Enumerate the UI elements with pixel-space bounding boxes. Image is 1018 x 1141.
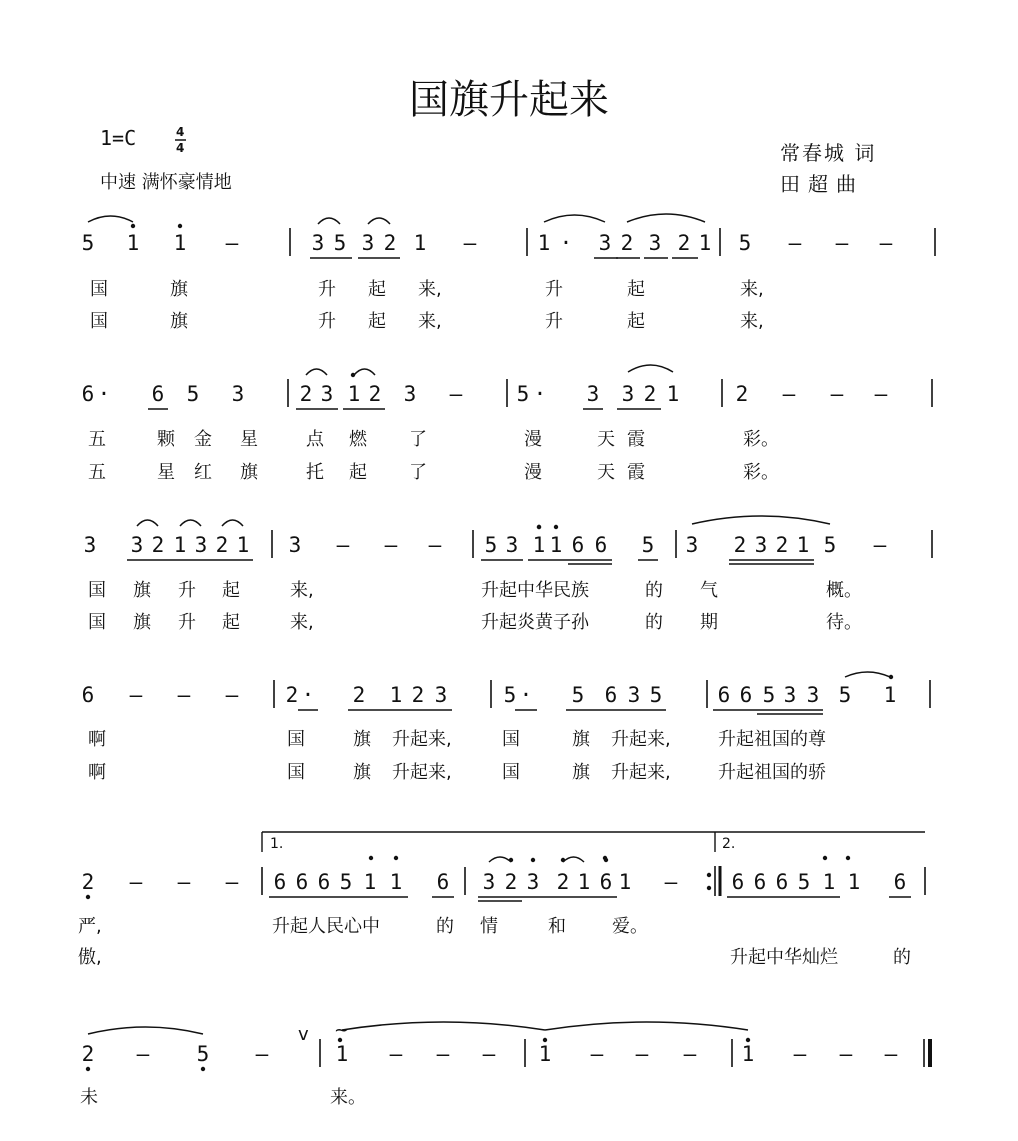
- note-1: 1: [698, 231, 712, 255]
- dash-note: –: [255, 1042, 269, 1066]
- note-6: 6: [151, 382, 165, 406]
- lyric-verse-2: 来,: [740, 311, 764, 332]
- composer-credit: 田超曲: [780, 172, 864, 196]
- note-1: 1: [347, 382, 361, 406]
- lyric-verse-1: 国: [502, 729, 520, 750]
- lyric-verse-2: 来,: [290, 612, 314, 633]
- note-1: 1: [173, 533, 187, 557]
- score-lines: [83, 214, 935, 1071]
- key-text: 1=C: [100, 126, 137, 150]
- note-1: 1: [741, 1042, 755, 1066]
- note-3: 3: [648, 231, 662, 255]
- note-3: 3: [598, 231, 612, 255]
- note-5: 5: [762, 683, 776, 707]
- dash-note: –: [384, 533, 398, 557]
- lyric-verse-1: 来,: [418, 279, 442, 300]
- note-2: 2: [285, 683, 299, 707]
- lyric-verse-1: 啊: [88, 729, 106, 750]
- note-5: 5: [503, 683, 517, 707]
- time-signature-top: 4: [176, 125, 185, 139]
- repeat-dot: [707, 873, 711, 877]
- note-1: 1: [236, 533, 250, 557]
- lyric-verse-2: 国: [88, 612, 106, 633]
- lyric-verse-2: 旗: [240, 462, 258, 483]
- lyric-verse-1: 的: [436, 916, 454, 937]
- note-3: 3: [288, 533, 302, 557]
- note-1: 1: [126, 231, 140, 255]
- dash-note: –: [683, 1042, 697, 1066]
- lyric-verse-1: 来,: [740, 279, 764, 300]
- note-6: 6: [893, 870, 907, 894]
- note-6: 6: [571, 533, 585, 557]
- lyric-verse-1: 星: [240, 429, 258, 450]
- lyric-verse-2: 的: [893, 947, 911, 968]
- note-6: 6: [81, 382, 95, 406]
- lyric-verse-2: 漫: [524, 462, 542, 483]
- octave-dot-high: [823, 856, 827, 860]
- note-3: 3: [231, 382, 245, 406]
- dash-note: –: [884, 1042, 898, 1066]
- octave-dot-low: [86, 895, 90, 899]
- note-6: 6: [753, 870, 767, 894]
- note-1: 1: [173, 231, 187, 255]
- note-1: 1: [532, 533, 546, 557]
- dash-note: –: [129, 870, 143, 894]
- time-signature-bottom: 4: [176, 141, 185, 155]
- note-6: 6: [739, 683, 753, 707]
- dash-note: –: [436, 1042, 450, 1066]
- song-title: 国旗升起来: [409, 77, 609, 123]
- lyricist-credit: 常春城 词: [780, 141, 877, 165]
- lyric-verse-1: 点: [306, 429, 324, 450]
- note-2: 2: [620, 231, 634, 255]
- note-5: 5: [641, 533, 655, 557]
- note-3: 3: [130, 533, 144, 557]
- dash-note: –: [449, 382, 463, 406]
- note-5: 5: [333, 231, 347, 255]
- lyric-verse-2: 旗: [170, 311, 188, 332]
- lyric-verse-1: 起: [368, 279, 386, 300]
- note-5: 5: [823, 533, 837, 557]
- lyric-verse-2: 升起来,: [392, 762, 452, 783]
- lyric-verse-1: 起: [222, 580, 240, 601]
- lyric-verse-1: 升起人民心中: [272, 916, 380, 937]
- lyric-verse-1: 旗: [170, 279, 188, 300]
- dash-note: –: [879, 231, 893, 255]
- lyric-verse-2: 彩。: [743, 462, 779, 483]
- octave-dot-high: [131, 224, 135, 228]
- lyric-verse-1: 来。: [330, 1087, 366, 1108]
- note-5: 5: [484, 533, 498, 557]
- note-1: 1: [883, 683, 897, 707]
- note-1: 1: [335, 1042, 349, 1066]
- note-2: 2: [556, 870, 570, 894]
- lyric-verse-2: 升起祖国的骄: [718, 762, 826, 783]
- lyric-verse-2: 升: [318, 311, 336, 332]
- lyric-verse-1: 漫: [524, 429, 542, 450]
- lyric-verse-1: 情: [480, 916, 498, 937]
- note-1: 1: [389, 870, 403, 894]
- note-6: 6: [731, 870, 745, 894]
- slur: [306, 369, 327, 375]
- lyric-verse-1: 旗: [353, 729, 371, 750]
- note-3: 3: [320, 382, 334, 406]
- note-1: 1: [618, 870, 632, 894]
- lyric-verse-1: 国: [287, 729, 305, 750]
- lyric-verse-1: 金: [194, 429, 212, 450]
- lyric-verse-1: 概。: [826, 580, 862, 601]
- lyric-verse-1: 未: [80, 1087, 98, 1108]
- slur: [222, 520, 243, 526]
- lyric-verse-2: 起: [349, 462, 367, 483]
- augmentation-dot: ·: [533, 382, 547, 406]
- dash-note: –: [177, 683, 191, 707]
- augmentation-dot: ·: [519, 683, 533, 707]
- note-3: 3: [685, 533, 699, 557]
- dash-note: –: [835, 231, 849, 255]
- notes-layer: [82, 231, 907, 1066]
- note-2: 2: [733, 533, 747, 557]
- note-5: 5: [838, 683, 852, 707]
- lyric-verse-2: 升起中华灿烂: [730, 947, 838, 968]
- lyric-verse-1: 升起中华民族: [481, 580, 589, 601]
- dash-note: –: [788, 231, 802, 255]
- note-2: 2: [411, 683, 425, 707]
- octave-dot-high: [178, 224, 182, 228]
- note-3: 3: [505, 533, 519, 557]
- note-5: 5: [186, 382, 200, 406]
- dash-note: –: [793, 1042, 807, 1066]
- lyric-verse-2: 国: [502, 762, 520, 783]
- dash-note: –: [225, 870, 239, 894]
- slur: [489, 857, 511, 862]
- note-3: 3: [754, 533, 768, 557]
- note-3: 3: [434, 683, 448, 707]
- lyric-verse-2: 国: [287, 762, 305, 783]
- note-6: 6: [273, 870, 287, 894]
- tie: [342, 1022, 545, 1030]
- note-3: 3: [361, 231, 375, 255]
- tie: [88, 1027, 203, 1034]
- volta-2-label: 2.: [722, 836, 736, 852]
- note-1: 1: [413, 231, 427, 255]
- note-3: 3: [621, 382, 635, 406]
- note-2: 2: [775, 533, 789, 557]
- dash-note: –: [482, 1042, 496, 1066]
- lyric-verse-2: 五: [88, 462, 106, 483]
- lyric-verse-2: 升起炎黄子孙: [481, 612, 589, 633]
- note-6: 6: [604, 683, 618, 707]
- lyric-verse-2: 啊: [88, 762, 106, 783]
- note-5: 5: [738, 231, 752, 255]
- lyric-verse-1: 国: [90, 279, 108, 300]
- dash-note: –: [136, 1042, 150, 1066]
- lyric-verse-2: 来,: [418, 311, 442, 332]
- lyric-verse-2: 起: [222, 612, 240, 633]
- slur: [368, 218, 390, 224]
- note-6: 6: [775, 870, 789, 894]
- dash-note: –: [830, 382, 844, 406]
- note-3: 3: [403, 382, 417, 406]
- dash-note: –: [590, 1042, 604, 1066]
- lyric-verse-1: 来,: [290, 580, 314, 601]
- lyric-verse-1: 燃: [349, 429, 367, 450]
- lyric-verse-1: 旗: [133, 580, 151, 601]
- repeat-dot: [707, 886, 711, 890]
- lyric-verse-2: 起: [368, 311, 386, 332]
- note-6: 6: [295, 870, 309, 894]
- augmentation-dot: ·: [559, 231, 573, 255]
- note-2: 2: [677, 231, 691, 255]
- note-6: 6: [81, 683, 95, 707]
- dash-note: –: [782, 382, 796, 406]
- note-1: 1: [796, 533, 810, 557]
- lyric-verse-1: 了: [409, 429, 427, 450]
- slur: [627, 214, 705, 222]
- octave-dot-low: [201, 1067, 205, 1071]
- slur: [318, 218, 340, 224]
- note-5: 5: [649, 683, 663, 707]
- note-1: 1: [363, 870, 377, 894]
- note-5: 5: [516, 382, 530, 406]
- volta-1-label: 1.: [270, 836, 284, 852]
- lyric-verse-1: 升起来,: [611, 729, 671, 750]
- note-2: 2: [368, 382, 382, 406]
- note-3: 3: [783, 683, 797, 707]
- note-5: 5: [797, 870, 811, 894]
- lyric-verse-1: 严,: [78, 916, 102, 937]
- lyric-verse-2: 旗: [133, 612, 151, 633]
- breath-mark: v: [298, 1024, 309, 1045]
- note-5: 5: [339, 870, 353, 894]
- lyric-verse-1: 气: [700, 580, 718, 601]
- lyric-verse-1: 的: [645, 580, 663, 601]
- note-1: 1: [389, 683, 403, 707]
- note-2: 2: [151, 533, 165, 557]
- lyric-verse-2: 国: [90, 311, 108, 332]
- octave-dot-high: [554, 525, 558, 529]
- note-5: 5: [571, 683, 585, 707]
- note-3: 3: [526, 870, 540, 894]
- note-3: 3: [806, 683, 820, 707]
- dash-note: –: [428, 533, 442, 557]
- dash-note: –: [129, 683, 143, 707]
- dash-note: –: [225, 231, 239, 255]
- note-2: 2: [643, 382, 657, 406]
- turn-mark: ~: [334, 1020, 350, 1041]
- slur: [692, 516, 830, 524]
- lyric-verse-2: 起: [627, 311, 645, 332]
- note-2: 2: [81, 870, 95, 894]
- note-6: 6: [594, 533, 608, 557]
- slur: [88, 216, 133, 222]
- lyric-verse-1: 起: [627, 279, 645, 300]
- lyric-verse-2: 升: [178, 612, 196, 633]
- lyric-verse-2: 升: [545, 311, 563, 332]
- dash-note: –: [336, 533, 350, 557]
- octave-dot-high: [604, 858, 608, 862]
- lyric-verse-1: 颗: [157, 429, 175, 450]
- dash-note: –: [463, 231, 477, 255]
- lyric-verse-1: 和: [548, 916, 566, 937]
- lyric-verse-2: 霞: [627, 462, 645, 483]
- augmentation-dot: ·: [97, 382, 111, 406]
- note-1: 1: [537, 231, 551, 255]
- note-6: 6: [436, 870, 450, 894]
- octave-dot-high: [846, 856, 850, 860]
- dash-note: –: [839, 1042, 853, 1066]
- note-2: 2: [383, 231, 397, 255]
- lyric-verse-2: 旗: [353, 762, 371, 783]
- note-6: 6: [717, 683, 731, 707]
- slur: [544, 215, 605, 222]
- lyric-verse-2: 红: [194, 462, 212, 483]
- note-6: 6: [599, 870, 613, 894]
- lyric-verse-2: 了: [409, 462, 427, 483]
- lyric-verse-1: 霞: [627, 429, 645, 450]
- lyric-verse-1: 升: [545, 279, 563, 300]
- augmentation-dot: ·: [301, 683, 315, 707]
- lyric-verse-2: 待。: [826, 612, 862, 633]
- lyric-verse-2: 天: [597, 462, 615, 483]
- note-3: 3: [311, 231, 325, 255]
- lyric-verse-2: 傲,: [78, 947, 102, 968]
- slur: [354, 369, 375, 375]
- dash-note: –: [873, 533, 887, 557]
- octave-dot-high: [369, 856, 373, 860]
- lyric-verse-2: 期: [700, 612, 718, 633]
- lyric-verse-1: 旗: [572, 729, 590, 750]
- dash-note: –: [389, 1042, 403, 1066]
- lyric-verse-1: 彩。: [743, 429, 779, 450]
- note-2: 2: [81, 1042, 95, 1066]
- octave-dot-high: [531, 858, 535, 862]
- note-1: 1: [538, 1042, 552, 1066]
- note-5: 5: [81, 231, 95, 255]
- slur: [845, 672, 890, 677]
- lyric-verse-1: 升: [318, 279, 336, 300]
- tie: [545, 1022, 748, 1030]
- lyric-verse-2: 升起来,: [611, 762, 671, 783]
- note-1: 1: [847, 870, 861, 894]
- note-1: 1: [549, 533, 563, 557]
- lyric-verse-1: 国: [88, 580, 106, 601]
- lyric-verse-1: 升: [178, 580, 196, 601]
- lyric-verse-2: 星: [157, 462, 175, 483]
- lyric-verse-2: 托: [306, 462, 324, 483]
- slur: [628, 365, 673, 372]
- note-2: 2: [215, 533, 229, 557]
- tempo-marking: 中速 满怀豪情地: [100, 172, 232, 193]
- note-3: 3: [586, 382, 600, 406]
- note-3: 3: [482, 870, 496, 894]
- note-6: 6: [317, 870, 331, 894]
- dash-note: –: [177, 870, 191, 894]
- note-2: 2: [299, 382, 313, 406]
- note-1: 1: [577, 870, 591, 894]
- dash-note: –: [225, 683, 239, 707]
- lyric-verse-1: 升起来,: [392, 729, 452, 750]
- lyric-verse-2: 旗: [572, 762, 590, 783]
- lyric-verse-1: 五: [88, 429, 106, 450]
- note-1: 1: [666, 382, 680, 406]
- lyric-verse-1: 升起祖国的尊: [718, 729, 826, 750]
- octave-dot-high: [394, 856, 398, 860]
- lyric-verse-1: 天: [597, 429, 615, 450]
- dash-note: –: [635, 1042, 649, 1066]
- slur: [137, 520, 158, 526]
- note-2: 2: [352, 683, 366, 707]
- note-5: 5: [196, 1042, 210, 1066]
- lyric-verse-2: 的: [645, 612, 663, 633]
- lyric-verse-1: 爱。: [612, 916, 648, 937]
- octave-dot-high: [537, 525, 541, 529]
- dash-note: –: [874, 382, 888, 406]
- note-1: 1: [822, 870, 836, 894]
- note-3: 3: [83, 533, 97, 557]
- note-3: 3: [627, 683, 641, 707]
- octave-dot-low: [86, 1067, 90, 1071]
- note-3: 3: [194, 533, 208, 557]
- note-2: 2: [735, 382, 749, 406]
- dash-note: –: [664, 870, 678, 894]
- note-2: 2: [504, 870, 518, 894]
- slur: [180, 520, 201, 526]
- slur: [563, 857, 584, 862]
